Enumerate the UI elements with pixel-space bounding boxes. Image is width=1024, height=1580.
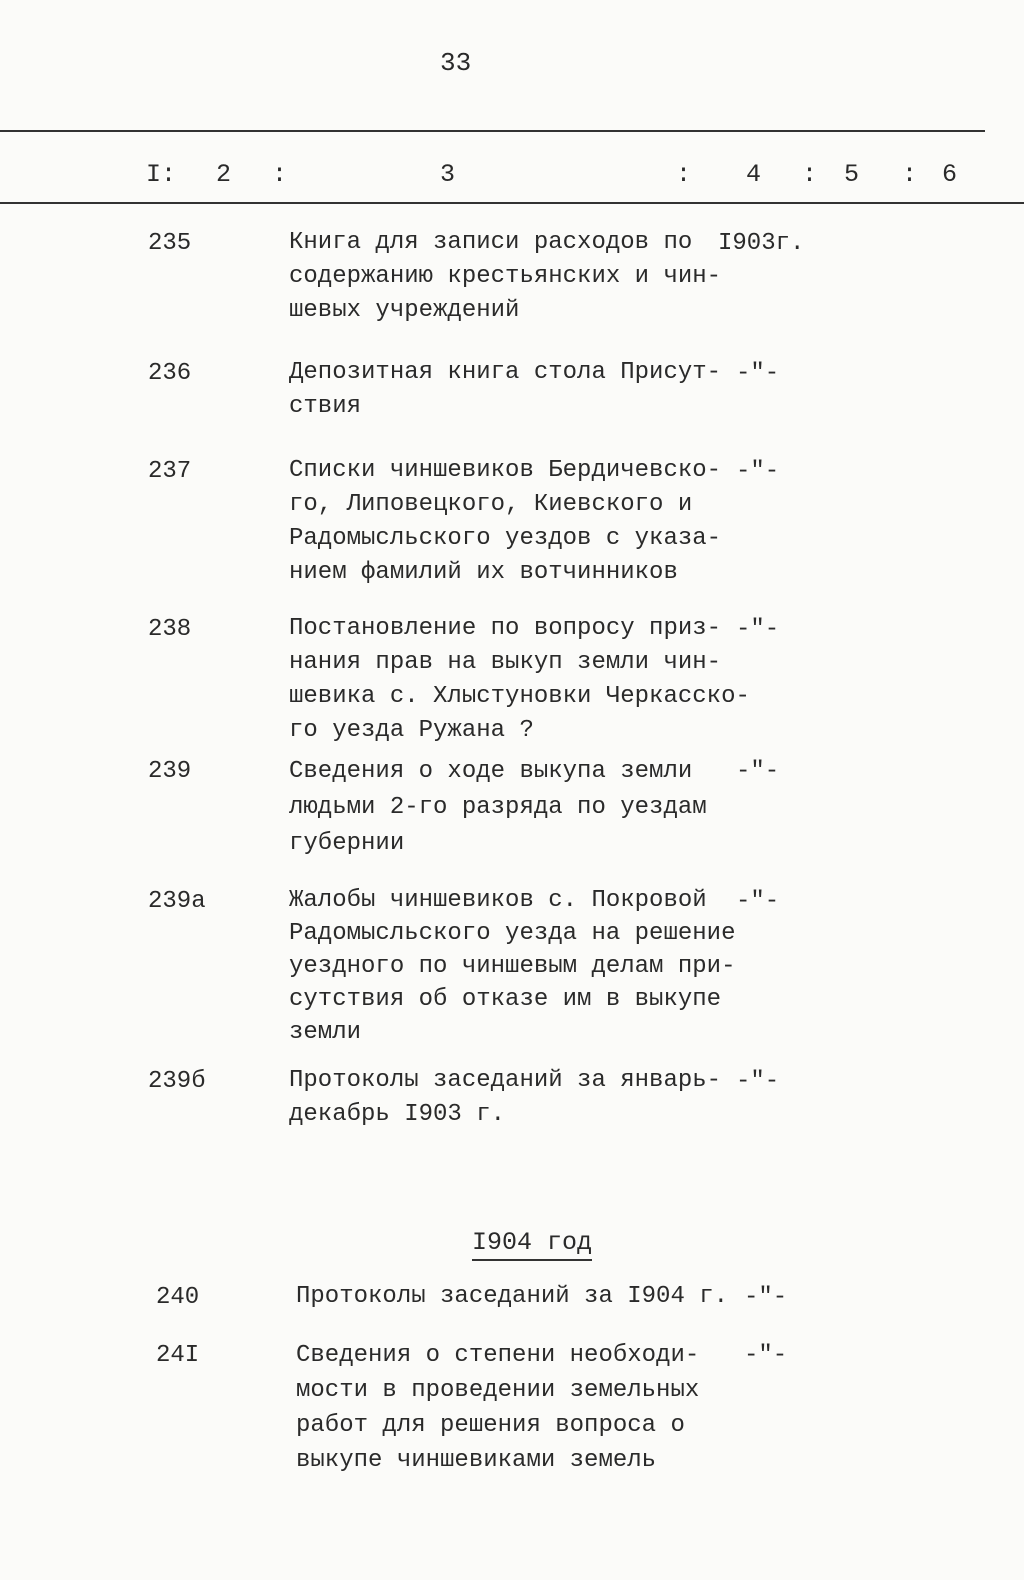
column-header-3: 3 xyxy=(440,160,456,189)
entry-number: 236 xyxy=(148,360,192,387)
column-header-sep: : xyxy=(902,160,918,189)
column-header-1: I: xyxy=(146,160,177,189)
entry-number: 239а xyxy=(148,888,206,915)
page-number: 33 xyxy=(440,48,472,78)
entry-number: 238 xyxy=(148,616,192,643)
entry-title: Протоколы заседаний за январь- декабрь I903 г. xyxy=(289,1067,722,1128)
column-header-sep: : xyxy=(272,160,288,189)
column-header-5: 5 xyxy=(844,160,860,189)
entry-date: -"- xyxy=(736,888,780,915)
entry-number: 239 xyxy=(148,758,192,785)
header-top-rule xyxy=(0,130,985,132)
column-header-sep: : xyxy=(802,160,818,189)
entry-title: Протоколы заседаний за I904 г. xyxy=(296,1283,729,1310)
entry-number: 235 xyxy=(148,230,192,257)
entry-date: -"- xyxy=(736,1068,780,1095)
entry-title: Списки чиншевиков Бердичевско- го, Липовецкого, Киевского и Радомысльского уездов с указа- нием фамилий их вотчинников xyxy=(289,457,722,586)
entry-title: Сведения о ходе выкупа земли людьми 2-го разряда по уездам губернии xyxy=(289,758,707,857)
column-header-sep: : xyxy=(676,160,692,189)
entry-number: 24I xyxy=(156,1342,200,1369)
column-header-2: 2 xyxy=(216,160,232,189)
entry-number: 239б xyxy=(148,1068,206,1095)
section-heading: I904 год xyxy=(472,1228,592,1261)
entry-number: 240 xyxy=(156,1284,200,1311)
entry-title: Постановление по вопросу приз- нания прав на выкуп земли чин- шевика с. Хлыстуновки Черкасско- го уезда Ружана ? xyxy=(289,615,750,744)
entry-number: 237 xyxy=(148,458,192,485)
entry-title: Книга для записи расходов по содержанию крестьянских и чин- шевых учреждений xyxy=(289,229,722,324)
column-header-6: 6 xyxy=(942,160,958,189)
entry-date: -"- xyxy=(736,360,780,387)
entry-title: Сведения о степени необходи- мости в проведении земельных работ для решения вопроса о выкупе чиншевиками земель xyxy=(296,1342,700,1474)
column-header-4: 4 xyxy=(746,160,762,189)
entry-date: -"- xyxy=(736,758,780,785)
entry-date: -"- xyxy=(736,458,780,485)
entry-date: -"- xyxy=(744,1342,788,1369)
entry-date: -"- xyxy=(744,1284,788,1311)
header-bottom-rule xyxy=(0,202,1024,204)
entry-title: Депозитная книга стола Присут- ствия xyxy=(289,359,722,420)
entry-date: -"- xyxy=(736,616,780,643)
entry-title: Жалобы чиншевиков с. Покровой Радомысльского уезда на решение уездного по чиншевым делам при- сутствия об отказе им в выкупе земли xyxy=(289,887,736,1046)
entry-date: I903г. xyxy=(718,230,805,257)
